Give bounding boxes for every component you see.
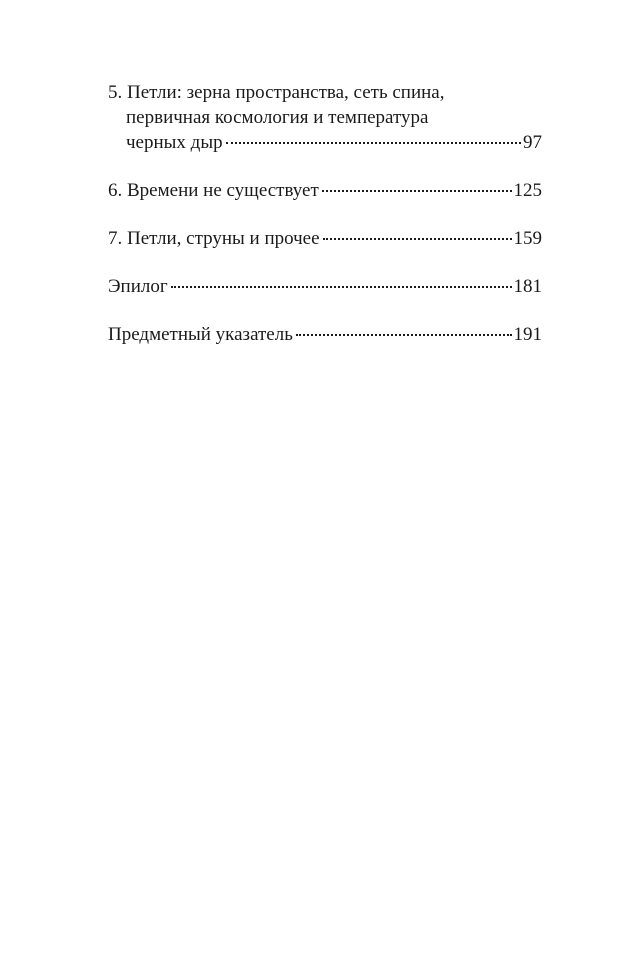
toc-page-number: 97 [523, 132, 542, 153]
dot-leader [323, 238, 512, 240]
toc-page-number: 159 [513, 228, 542, 249]
toc-entry-title: Эпилог [108, 276, 168, 297]
toc-entry-title: 7. Петли, струны и прочее [108, 228, 320, 249]
toc-entry-epilogue[interactable] [108, 274, 542, 299]
toc-entry-title: 6. Времени не существует [108, 180, 319, 201]
toc-page-number: 125 [513, 180, 542, 201]
table-of-contents [108, 80, 542, 347]
toc-entry-title: Предметный указатель [108, 324, 293, 345]
toc-entry-title-line: первичная космология и температура [126, 107, 429, 128]
toc-page-number: 191 [513, 324, 542, 345]
toc-entry-subject-index[interactable] [108, 322, 542, 347]
dot-leader [171, 286, 512, 288]
toc-page-number: 181 [513, 276, 542, 297]
toc-entry-title-line: черных дыр [126, 132, 223, 153]
toc-entry-chapter-6[interactable] [108, 178, 542, 203]
dot-leader [296, 334, 512, 336]
toc-entry-chapter-5[interactable] [108, 80, 542, 155]
toc-entry-chapter-7[interactable] [108, 226, 542, 251]
toc-entry-title-line: 5. Петли: зерна пространства, сеть спина, [108, 82, 445, 103]
dot-leader [322, 190, 512, 192]
dot-leader [226, 142, 521, 144]
